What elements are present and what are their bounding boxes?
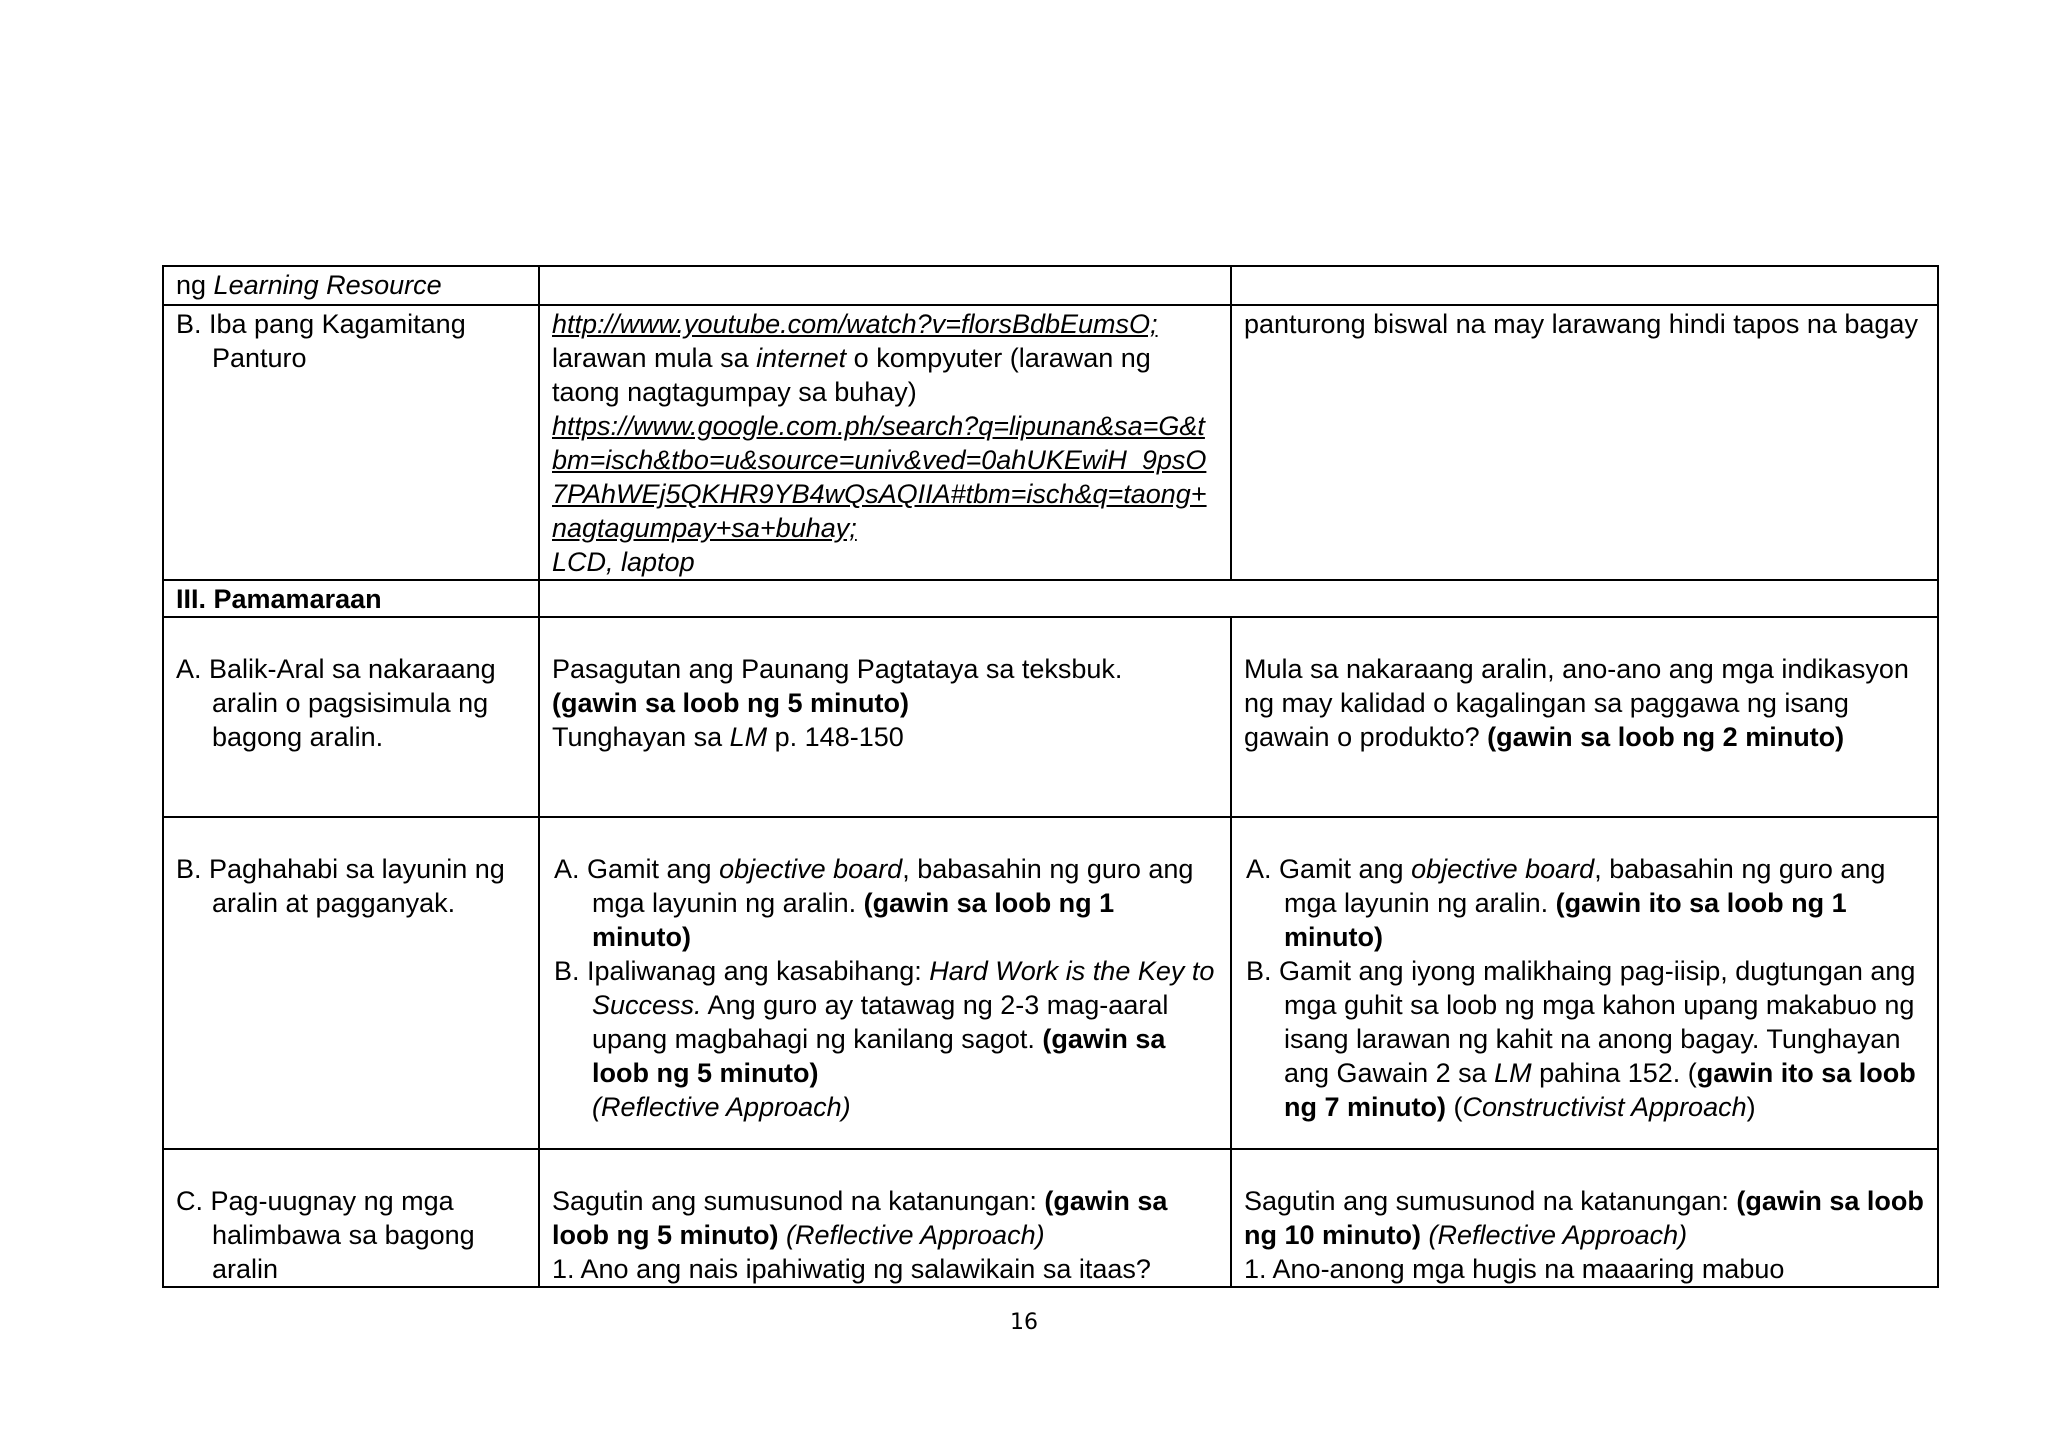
- list-item: A. Gamit ang objective board, babasahin ng guro ang mga layunin ng aralin. (gawin sa loob ng 1 minuto): [554, 854, 1194, 952]
- list-item: B. Gamit ang iyong malikhaing pag-iisip, dugtungan ang mga guhit sa loob ng mga kahon upang makabuo ng isang larawan ng kahit na anong bagay. Tunghayan ang Gawain 2 sa LM pahina 152. (gawin ito sa loob ng 7 minuto) (Constructivist Approach): [1246, 956, 1916, 1122]
- cell-paghahabi-col3: [1231, 817, 1938, 1149]
- cell-balik-aral-label: [163, 617, 539, 817]
- youtube-link[interactable]: http://www.youtube.com/watch?v=florsBdbEumsO;: [552, 309, 1158, 339]
- cell-text: Sagutin ang sumusunod na katanungan: (gawin sa loob ng 5 minuto) (Reflective Approach): [552, 1186, 1168, 1250]
- cell-text-bold: (gawin sa loob ng 2 minuto): [1487, 722, 1845, 752]
- question-item: 1. Ano ang nais ipahiwatig ng salawikain sa itaas?: [552, 1254, 1151, 1284]
- cell-paghahabi-label: [163, 817, 539, 1149]
- cell-text: Pasagutan ang Paunang Pagtataya sa teksbuk.: [552, 654, 1123, 684]
- cell-text: larawan mula sa internet o kompyuter (larawan ng taong nagtagumpay sa buhay): [552, 343, 1151, 407]
- cell-text: A. Balik-Aral sa nakaraang aralin o pagsisimula ng bagong aralin.: [176, 654, 496, 752]
- cell-iba-pang-kagamitan-col2: [539, 305, 1231, 580]
- cell-balik-aral-col3: [1231, 617, 1938, 817]
- cell-iba-pang-kagamitan-col3: [1231, 305, 1938, 580]
- cell-paghahabi-col2: [539, 817, 1231, 1149]
- cell-text-italic: Learning Resource: [213, 270, 442, 300]
- list-item: B. Ipaliwanag ang kasabihang: Hard Work is the Key to Success. Ang guro ay tatawag ng 2-3 mag-aaral upang magbahagi ng kanilang sagot. (gawin sa loob ng 5 minuto) (Reflective Approach): [554, 956, 1215, 1122]
- cell-text: B. Iba pang Kagamitang Panturo: [176, 309, 466, 373]
- cell-pag-uugnay-label: [163, 1149, 539, 1287]
- cell-pag-uugnay-col3: [1231, 1149, 1938, 1287]
- cell-text: panturong biswal na may larawang hindi tapos na bagay: [1244, 309, 1918, 339]
- table-row: [163, 305, 1938, 580]
- cell-balik-aral-col2: [539, 617, 1231, 817]
- empty-cell: [539, 266, 1231, 305]
- empty-cell: [1231, 266, 1938, 305]
- page-number: 16: [1010, 1310, 1038, 1335]
- table-row: [163, 266, 1938, 305]
- google-search-link[interactable]: https://www.google.com.ph/search?q=lipunan&sa=G&tbm=isch&tbo=u&source=univ&ved=0ahUKEwiH_9psO7PAhWEj5QKHR9YB4wQsAQIIA#tbm=isch&q=taong+nagtagumpay+sa+buhay;: [552, 411, 1207, 543]
- lesson-plan-table: [162, 265, 1939, 1288]
- table-row: [163, 617, 1938, 817]
- cell-text: B. Paghahabi sa layunin ng aralin at pagganyak.: [176, 854, 505, 918]
- cell-iba-pang-kagamitan-label: [163, 305, 539, 580]
- question-item: 1. Ano-anong mga hugis na maaaring mabuo: [1244, 1254, 1785, 1284]
- empty-cell: [539, 580, 1938, 617]
- cell-pag-uugnay-col2: [539, 1149, 1231, 1287]
- cell-learning-resource-label: [163, 266, 539, 305]
- cell-text: ng: [176, 270, 214, 300]
- table-row: [163, 580, 1938, 617]
- list-item: A. Gamit ang objective board, babasahin ng guro ang mga layunin ng aralin. (gawin ito sa loob ng 1 minuto): [1246, 854, 1886, 952]
- cell-text-bold: (gawin sa loob ng 5 minuto): [552, 688, 909, 718]
- cell-text: Tunghayan sa LM p. 148-150: [552, 722, 904, 752]
- cell-text-italic: LCD, laptop: [552, 547, 695, 577]
- section-heading-pamamaraan: III. Pamamaraan: [163, 580, 539, 617]
- cell-text: Sagutin ang sumusunod na katanungan: (gawin sa loob ng 10 minuto) (Reflective Approach): [1244, 1186, 1924, 1250]
- table-row: [163, 1149, 1938, 1287]
- cell-text: Mula sa nakaraang aralin, ano-ano ang mga indikasyon ng may kalidad o kagalingan sa paggawa ng isang gawain o produkto?: [1244, 654, 1909, 752]
- table-row: [163, 817, 1938, 1149]
- cell-text: C. Pag-uugnay ng mga halimbawa sa bagong aralin: [176, 1186, 475, 1284]
